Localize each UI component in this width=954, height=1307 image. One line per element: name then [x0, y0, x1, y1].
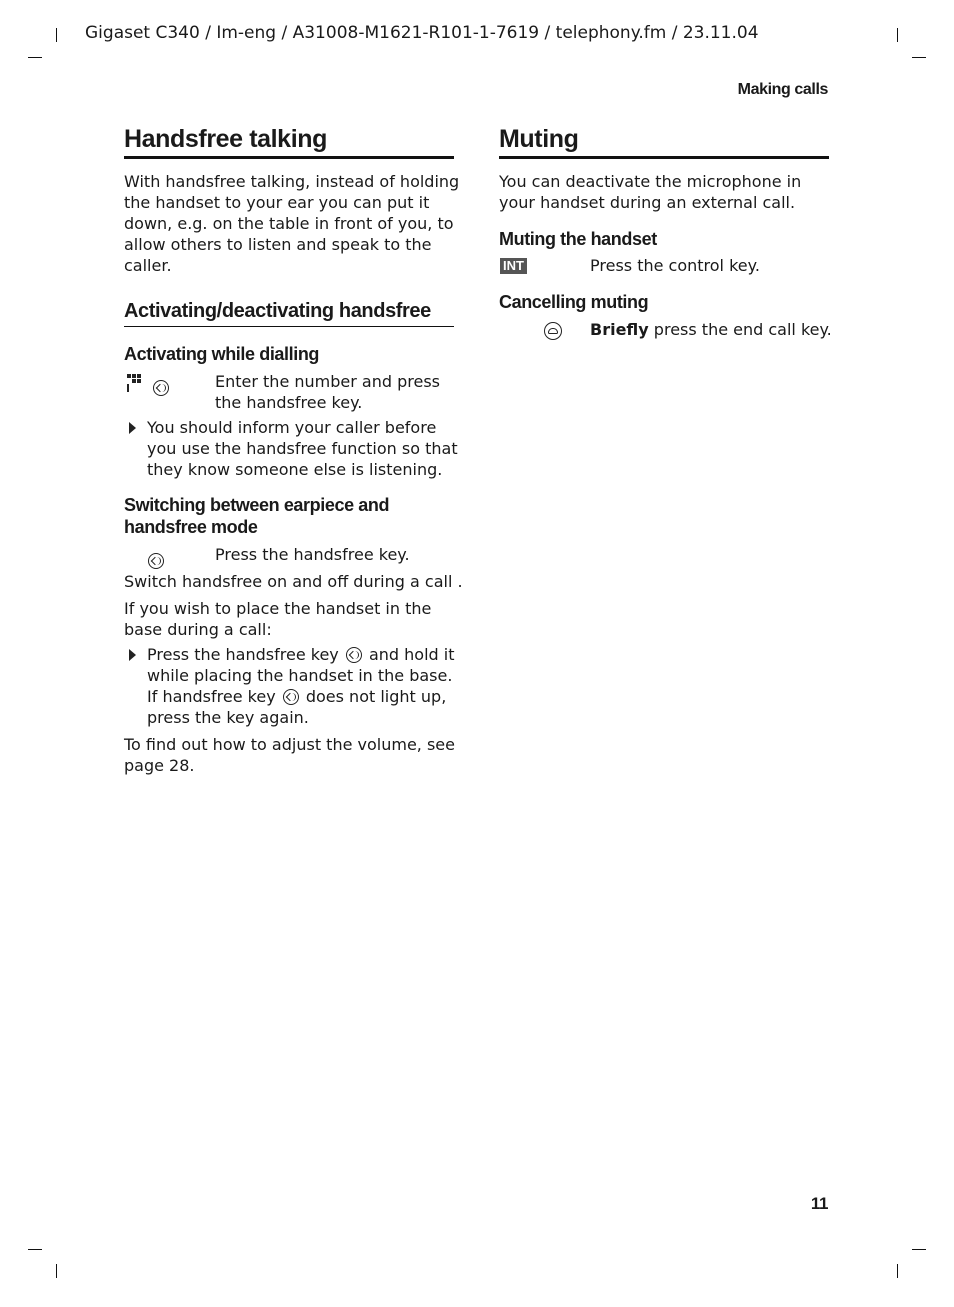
muting-step: Press the control key. — [590, 256, 760, 275]
subheading-rule — [124, 326, 454, 327]
heading-cancelling-muting: Cancelling muting — [499, 292, 649, 312]
handsfree-key-icon — [346, 647, 362, 663]
heading-dialling: Activating while dialling — [124, 344, 320, 364]
title-rule — [499, 156, 829, 159]
handsfree-key-icon — [283, 689, 299, 705]
muting-intro: You can deactivate the microphone in your handset during an external call. — [499, 172, 802, 212]
crop-mark — [897, 1264, 898, 1278]
dialling-step: Enter the number and press the handsfree key. — [215, 372, 440, 412]
page-number: 11 — [810, 1194, 828, 1213]
crop-mark — [912, 1249, 926, 1250]
section-title: Making calls — [737, 81, 828, 98]
cancel-step: Briefly press the end call key. — [590, 320, 832, 339]
crop-mark — [56, 1264, 57, 1278]
base-bullet: Press the handsfree key and hold it while placing the handset in the base. If handsfree key does not light up, press the key again. — [147, 645, 455, 727]
keypad-icon — [127, 374, 143, 394]
switch-note: Switch handsfree on and off during a call . — [124, 572, 463, 591]
subheading-activating: Activating/deactivating handsfree — [124, 300, 431, 322]
bullet-arrow-icon — [129, 422, 136, 434]
page-title-handsfree: Handsfree talking — [124, 125, 327, 153]
handsfree-intro: With handsfree talking, instead of holding the handset to your ear you can put it down, e.g. on the table in front of you, to allow others to listen and speak to the caller. — [124, 172, 460, 275]
bullet-arrow-icon — [129, 649, 136, 661]
heading-switching: Switching between earpiece and handsfree mode — [124, 495, 390, 537]
crop-mark — [28, 57, 42, 58]
crop-mark — [897, 28, 898, 42]
int-key-icon: INT — [500, 258, 527, 274]
end-call-key-icon — [544, 322, 562, 340]
page-title-muting: Muting — [499, 125, 579, 153]
switching-step: Press the handsfree key. — [215, 545, 410, 564]
crop-mark — [28, 1249, 42, 1250]
handsfree-key-icon — [148, 553, 164, 569]
title-rule — [124, 156, 454, 159]
document-reference: Gigaset C340 / Im-eng / A31008-M1621-R101-1-7619 / telephony.fm / 23.11.04 — [85, 23, 759, 43]
base-note: If you wish to place the handset in the base during a call: — [124, 599, 432, 639]
crop-mark — [56, 28, 57, 42]
heading-muting-handset: Muting the handset — [499, 229, 657, 249]
dialling-bullet: You should inform your caller before you use the handsfree function so that they know someone else is listening. — [147, 418, 458, 479]
crop-mark — [912, 57, 926, 58]
handsfree-key-icon — [153, 380, 169, 396]
volume-note: To find out how to adjust the volume, see page 28. — [124, 735, 455, 775]
